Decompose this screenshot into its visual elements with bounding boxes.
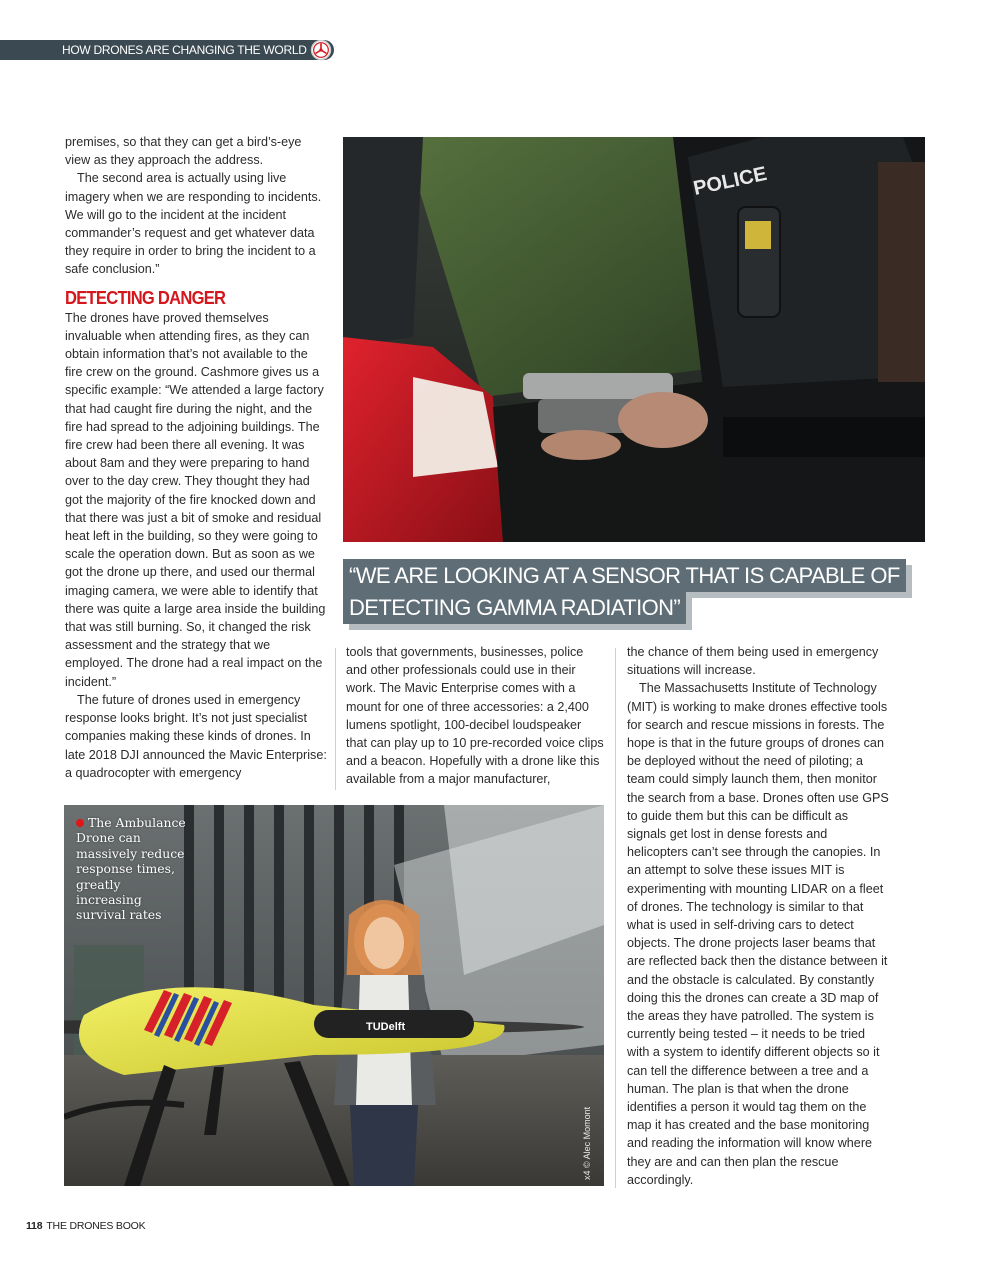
photo-caption: [76, 815, 188, 923]
body-paragraph: premises, so that they can get a bird’s-eye view as they approach the address.: [65, 135, 302, 168]
caption-bullet: [76, 819, 84, 827]
body-paragraph: The future of drones used in emergency response looks bright. It’s not just specialist companies making these kinds of drones. In late 2018 DJI announced the Mavic Enterprise: a quadrocopter with emergency: [65, 692, 327, 780]
article-column-2: [346, 643, 604, 789]
page-folio: [26, 1220, 145, 1232]
body-paragraph: The Massachusetts Institute of Technology (MIT) is working to make drones effective tools for search and rescue missions in forests. The hope is that in the future groups of drones can be deployed without the need of piloting; a team could simply launch them, then monitor the search from a base. Drones often use GPS to guide them but this can be difficult as signals get lost in dense forests and helicopters can’t see through the canopies. In an attempt to solve these issues MIT is experimenting with mounting LIDAR on a fleet of drones. The technology is similar to that what is used in self-driving cars to detect objects. The drone projects laser beams that are reflected back then the distance between it and the obstacle is calculated. By constantly doing this the drones can create a 3D map of the areas they have patrolled. The system is currently being tested – it needs to be tried with a system to identify different objects so it can tell the difference between a tree and a human. The plan is that when the drone identifies a person it would tag them on the map it has created and the base monitoring and reading the information will know where they are and can then plan the rescue accordingly.: [627, 681, 889, 1187]
column-divider: [335, 648, 336, 790]
pull-quote-line-1: “WE ARE LOOKING AT A SENSOR THAT IS CAPABLE OF: [343, 559, 906, 592]
column-divider: [615, 648, 616, 1188]
page-number: 118: [26, 1220, 43, 1232]
article-column-1: [65, 133, 327, 782]
section-title: HOW DRONES ARE CHANGING THE WORLD: [62, 43, 307, 57]
police-officer-drone-photo: [343, 137, 925, 542]
drone-brand-label: TUDelft: [366, 1021, 406, 1033]
section-header-bar: [0, 40, 322, 60]
body-paragraph: tools that governments, businesses, police and other professionals could use in their work. The Mavic Enterprise comes with a mount for one of three accessories: a 2,400 lumens spotlight, 100-decibel loudspeaker that can play up to 10 pre-recorded voice clips and a beacon. Hopefully with a drone like this available from a major manufacturer,: [346, 645, 604, 787]
article-column-3: [627, 643, 889, 1189]
book-title: THE DRONES BOOK: [46, 1220, 146, 1232]
drone-rotor-icon: [310, 40, 334, 64]
police-vest-label: POLICE: [691, 162, 769, 200]
caption-text: The Ambulance Drone can massively reduce response times, greatly increasing survival rates: [76, 815, 186, 923]
body-paragraph: The drones have proved themselves invaluable when attending fires, as they can obtain information that’s not available to the fire crew on the ground. Cashmore gives us a specific example: “We attended a large factory that had caught fire during the night, and the fire had spread to the adjoining buildings. The fire crew had been there all evening. It was about 8am and they were preparing to hand over to the day crew. They thought they had got the majority of the fire knocked down and that there was just a bit of smoke and residual heat left in the building, so they were going to scale the operation down. But as soon as we got the drone up there, and used our thermal imaging camera, we were able to identify that there was quite a large area inside the building that was still burning. So, it changed the risk assessment and the strategy that we employed. The drone had a real impact on the incident.”: [65, 310, 326, 689]
pull-quote-line-2: DETECTING GAMMA RADIATION”: [343, 591, 686, 624]
body-paragraph: The second area is actually using live imagery when we are responding to incidents. We will go to the incident at the incident commander’s request and get whatever data they require in order to bring the incident to a safe conclusion.”: [65, 171, 322, 277]
subheading-detecting-danger: DETECTING DANGER: [65, 287, 226, 308]
photo-credit: x4 © Alec Momont: [582, 1106, 592, 1180]
body-paragraph: the chance of them being used in emergency situations will increase.: [627, 645, 879, 678]
